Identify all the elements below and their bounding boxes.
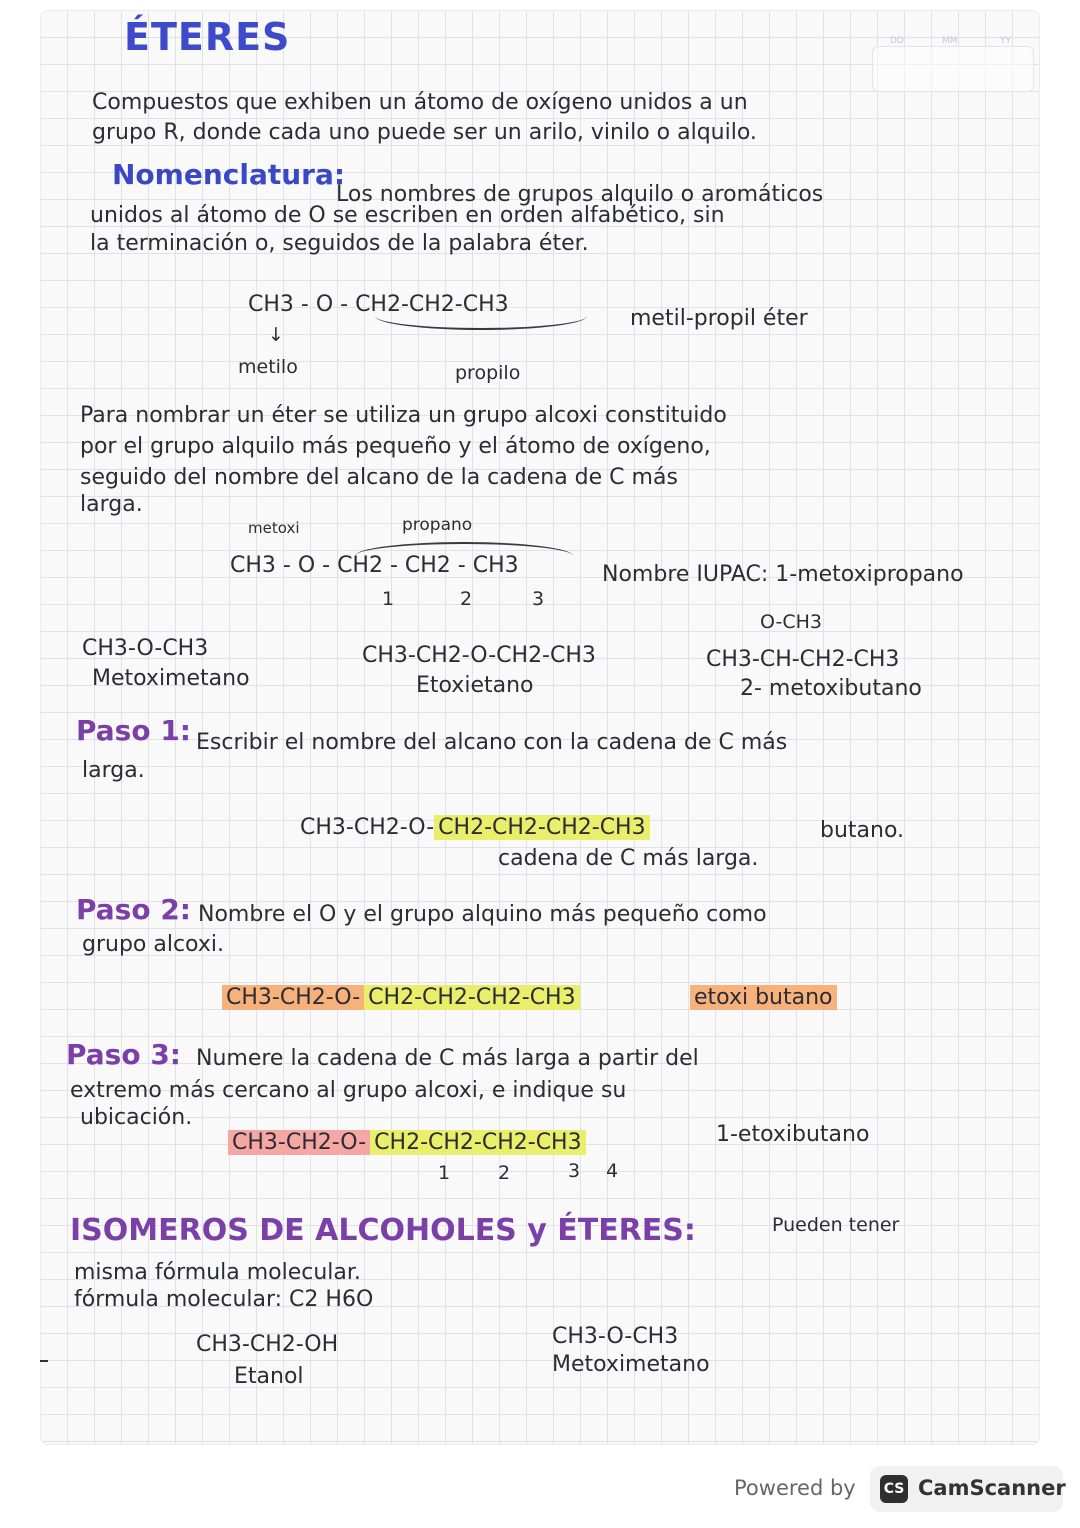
paso-2-name-wrap bbox=[690, 985, 837, 1011]
alcoxi-line-4: larga. bbox=[80, 492, 143, 517]
paso-3-formula bbox=[228, 1130, 586, 1156]
paso-3-text-2: extremo más cercano al grupo alcoxi, e indique su bbox=[70, 1078, 627, 1103]
paso-1-formula bbox=[300, 815, 650, 841]
nomenclatura-line-2: unidos al átomo de O se escriben en orden alfabético, sin bbox=[90, 203, 725, 228]
isomero-1-name: Etanol bbox=[234, 1364, 304, 1389]
isomero-1-formula: CH3-CH2-OH bbox=[196, 1332, 339, 1357]
isomeros-text-1: Pueden tener bbox=[772, 1214, 900, 1236]
camscanner-logo bbox=[870, 1466, 1066, 1512]
paso-2-heading: Paso 2: bbox=[76, 893, 191, 926]
paso-1-heading: Paso 1: bbox=[76, 714, 191, 747]
example-2-formula: CH3-CH2-O-CH2-CH3 bbox=[362, 643, 596, 668]
isomeros-heading: ISOMEROS DE ALCOHOLES y ÉTERES: bbox=[70, 1213, 696, 1248]
paso-2-text-1: Nombre el O y el grupo alquino más pequeño como bbox=[198, 902, 767, 927]
example-name-metil-propil: metil-propil éter bbox=[630, 306, 808, 331]
isomero-2-formula: CH3-O-CH3 bbox=[552, 1324, 679, 1349]
paso-3-formula-alcoxi: CH3-CH2-O- bbox=[228, 1130, 370, 1155]
example-formula-metil-propil: CH3 - O - CH2-CH2-CH3 bbox=[248, 292, 509, 317]
isomeros-text-2: misma fórmula molecular. bbox=[74, 1260, 361, 1285]
alcoxi-num-3: 3 bbox=[532, 588, 545, 610]
margin-dash bbox=[40, 1360, 48, 1362]
paso-3-text-1: Numere la cadena de C más larga a partir del bbox=[196, 1046, 699, 1071]
paso-3-text-3: ubicación. bbox=[80, 1105, 193, 1130]
page-title: ÉTERES bbox=[124, 15, 291, 59]
alcoxi-line-3: seguido del nombre del alcano de la cadena de C más bbox=[80, 465, 678, 490]
iupac-name: Nombre IUPAC: 1-metoxipropano bbox=[602, 562, 964, 587]
paso-3-num-2: 2 bbox=[498, 1162, 511, 1184]
paso-3-num-4: 4 bbox=[606, 1160, 619, 1182]
label-metilo: metilo bbox=[238, 356, 298, 378]
date-box bbox=[872, 46, 1034, 92]
paso-2-name-etoxi: etoxi butano bbox=[690, 985, 837, 1010]
label-propano: propano bbox=[402, 515, 473, 535]
paso-1-text-1: Escribir el nombre del alcano con la cadena de C más bbox=[196, 730, 788, 755]
nomenclatura-line-3: la terminación o, seguidos de la palabra éter. bbox=[90, 231, 589, 256]
intro-line-1: Compuestos que exhiben un átomo de oxígeno unidos a un bbox=[92, 90, 748, 115]
paso-2-formula bbox=[222, 985, 580, 1011]
example-2-name: Etoxietano bbox=[416, 673, 534, 698]
paso-3-formula-chain: CH2-CH2-CH2-CH3 bbox=[370, 1130, 585, 1155]
date-label-yy: YY bbox=[1000, 36, 1011, 46]
example-3-formula: CH3-CH-CH2-CH3 bbox=[706, 647, 900, 672]
paso-3-num-3: 3 bbox=[568, 1160, 581, 1182]
date-label-mm: MM bbox=[942, 36, 958, 46]
alcoxi-line-2: por el grupo alquilo más pequeño y el átomo de oxígeno, bbox=[80, 434, 711, 459]
camscanner-icon: CS bbox=[880, 1475, 908, 1503]
paso-1-name: butano. bbox=[820, 818, 905, 843]
example-1-name: Metoximetano bbox=[92, 666, 250, 691]
alcoxi-num-2: 2 bbox=[460, 588, 473, 610]
paso-1-formula-left: CH3-CH2-O- bbox=[300, 815, 435, 840]
alcoxi-line-1: Para nombrar un éter se utiliza un grupo alcoxi constituido bbox=[80, 403, 727, 428]
example-1-formula: CH3-O-CH3 bbox=[82, 636, 209, 661]
powered-by-text: Powered by bbox=[734, 1476, 856, 1500]
intro-line-2: grupo R, donde cada uno puede ser un arilo, vinilo o alquilo. bbox=[92, 120, 757, 145]
nomenclatura-heading: Nomenclatura: bbox=[112, 158, 346, 191]
paso-1-text-2: larga. bbox=[82, 758, 145, 783]
nomenclatura-line-1: Los nombres de grupos alquilo o aromáticos bbox=[336, 182, 824, 207]
arrow-down-icon: ↓ bbox=[268, 324, 284, 346]
example-3-name: 2- metoxibutano bbox=[740, 676, 922, 701]
paso-2-formula-chain: CH2-CH2-CH2-CH3 bbox=[364, 985, 579, 1010]
alcoxi-num-1: 1 bbox=[382, 588, 395, 610]
paso-2-text-2: grupo alcoxi. bbox=[82, 932, 224, 957]
example-3-substituent: O-CH3 bbox=[760, 611, 822, 633]
paso-2-formula-alcoxi: CH3-CH2-O- bbox=[222, 985, 364, 1010]
label-propilo: propilo bbox=[455, 362, 521, 384]
paso-3-heading: Paso 3: bbox=[66, 1038, 181, 1071]
isomeros-text-3: fórmula molecular: C2 H6O bbox=[74, 1287, 374, 1312]
paso-3-name: 1-etoxibutano bbox=[716, 1122, 870, 1147]
isomero-2-name: Metoximetano bbox=[552, 1352, 710, 1377]
camscanner-brand: CamScanner bbox=[918, 1476, 1066, 1500]
alcoxi-formula: CH3 - O - CH2 - CH2 - CH3 bbox=[230, 553, 519, 578]
paso-1-note: cadena de C más larga. bbox=[498, 846, 759, 871]
paso-1-formula-chain: CH2-CH2-CH2-CH3 bbox=[434, 815, 649, 840]
label-metoxi: metoxi bbox=[248, 519, 300, 537]
paso-3-num-1: 1 bbox=[438, 1162, 451, 1184]
date-label-dd: DD bbox=[890, 36, 904, 46]
